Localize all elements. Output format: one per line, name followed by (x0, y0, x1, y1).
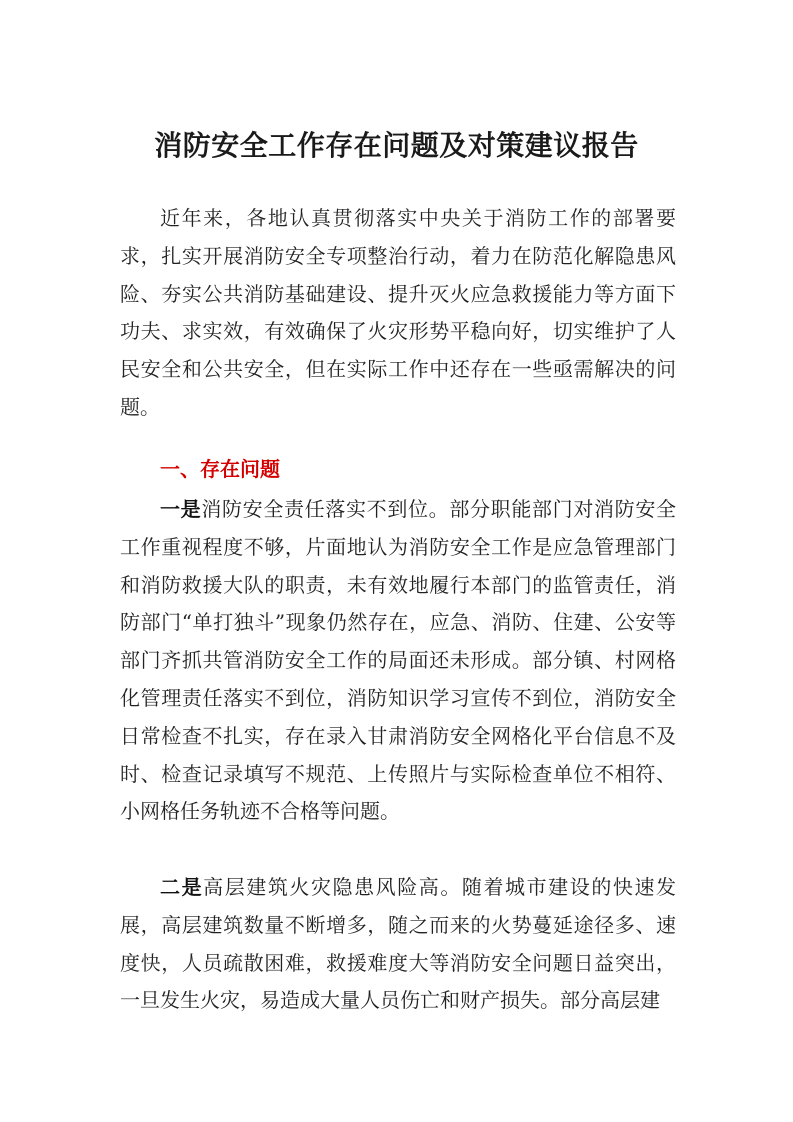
paragraph-text: 高层建筑火灾隐患风险高。随着城市建设的快速发展，高层建筑数量不断增多，随之而来的火势蔓延途径多、速度快，人员疏散困难，救援难度大等消防安全问题日益突出，一旦发生火灾，易造成大量人员伤亡和财产损失。部分高层建 (120, 875, 677, 1013)
problem-paragraph-2 (120, 869, 676, 1020)
problem-paragraph-1 (120, 491, 676, 831)
paragraph-text: 消防安全责任落实不到位。部分职能部门对消防安全工作重视程度不够，片面地认为消防安全工作是应急管理部门和消防救援大队的职责，未有效地履行本部门的监管责任，消防部门“单打独斗”现象仍然存在，应急、消防、住建、公安等部门齐抓共管消防安全工作的局面还未形成。部分镇、村网格化管理责任落实不到位，消防知识学习宣传不到位，消防安全日常检查不扎实，存在录入甘肃消防安全网格化平台信息不及时、检查记录填写不规范、上传照片与实际检查单位不相符、小网格任务轨迹不合格等问题。 (120, 497, 677, 824)
paragraph-lead: 二是 (160, 875, 204, 899)
paragraph-lead: 一是 (160, 497, 202, 521)
intro-paragraph: 近年来，各地认真贯彻落实中央关于消防工作的部署要求，扎实开展消防安全专项整治行动，着力在防范化解隐患风险、夯实公共消防基础建设、提升灭火应急救援能力等方面下功夫、求实效，有效确保了火灾形势平稳向好，切实维护了人民安全和公共安全，但在实际工作中还存在一些亟需解决的问题。 (120, 206, 676, 419)
document-title: 消防安全工作存在问题及对策建议报告 (154, 129, 639, 162)
section-heading: 一、存在问题 (160, 457, 280, 481)
